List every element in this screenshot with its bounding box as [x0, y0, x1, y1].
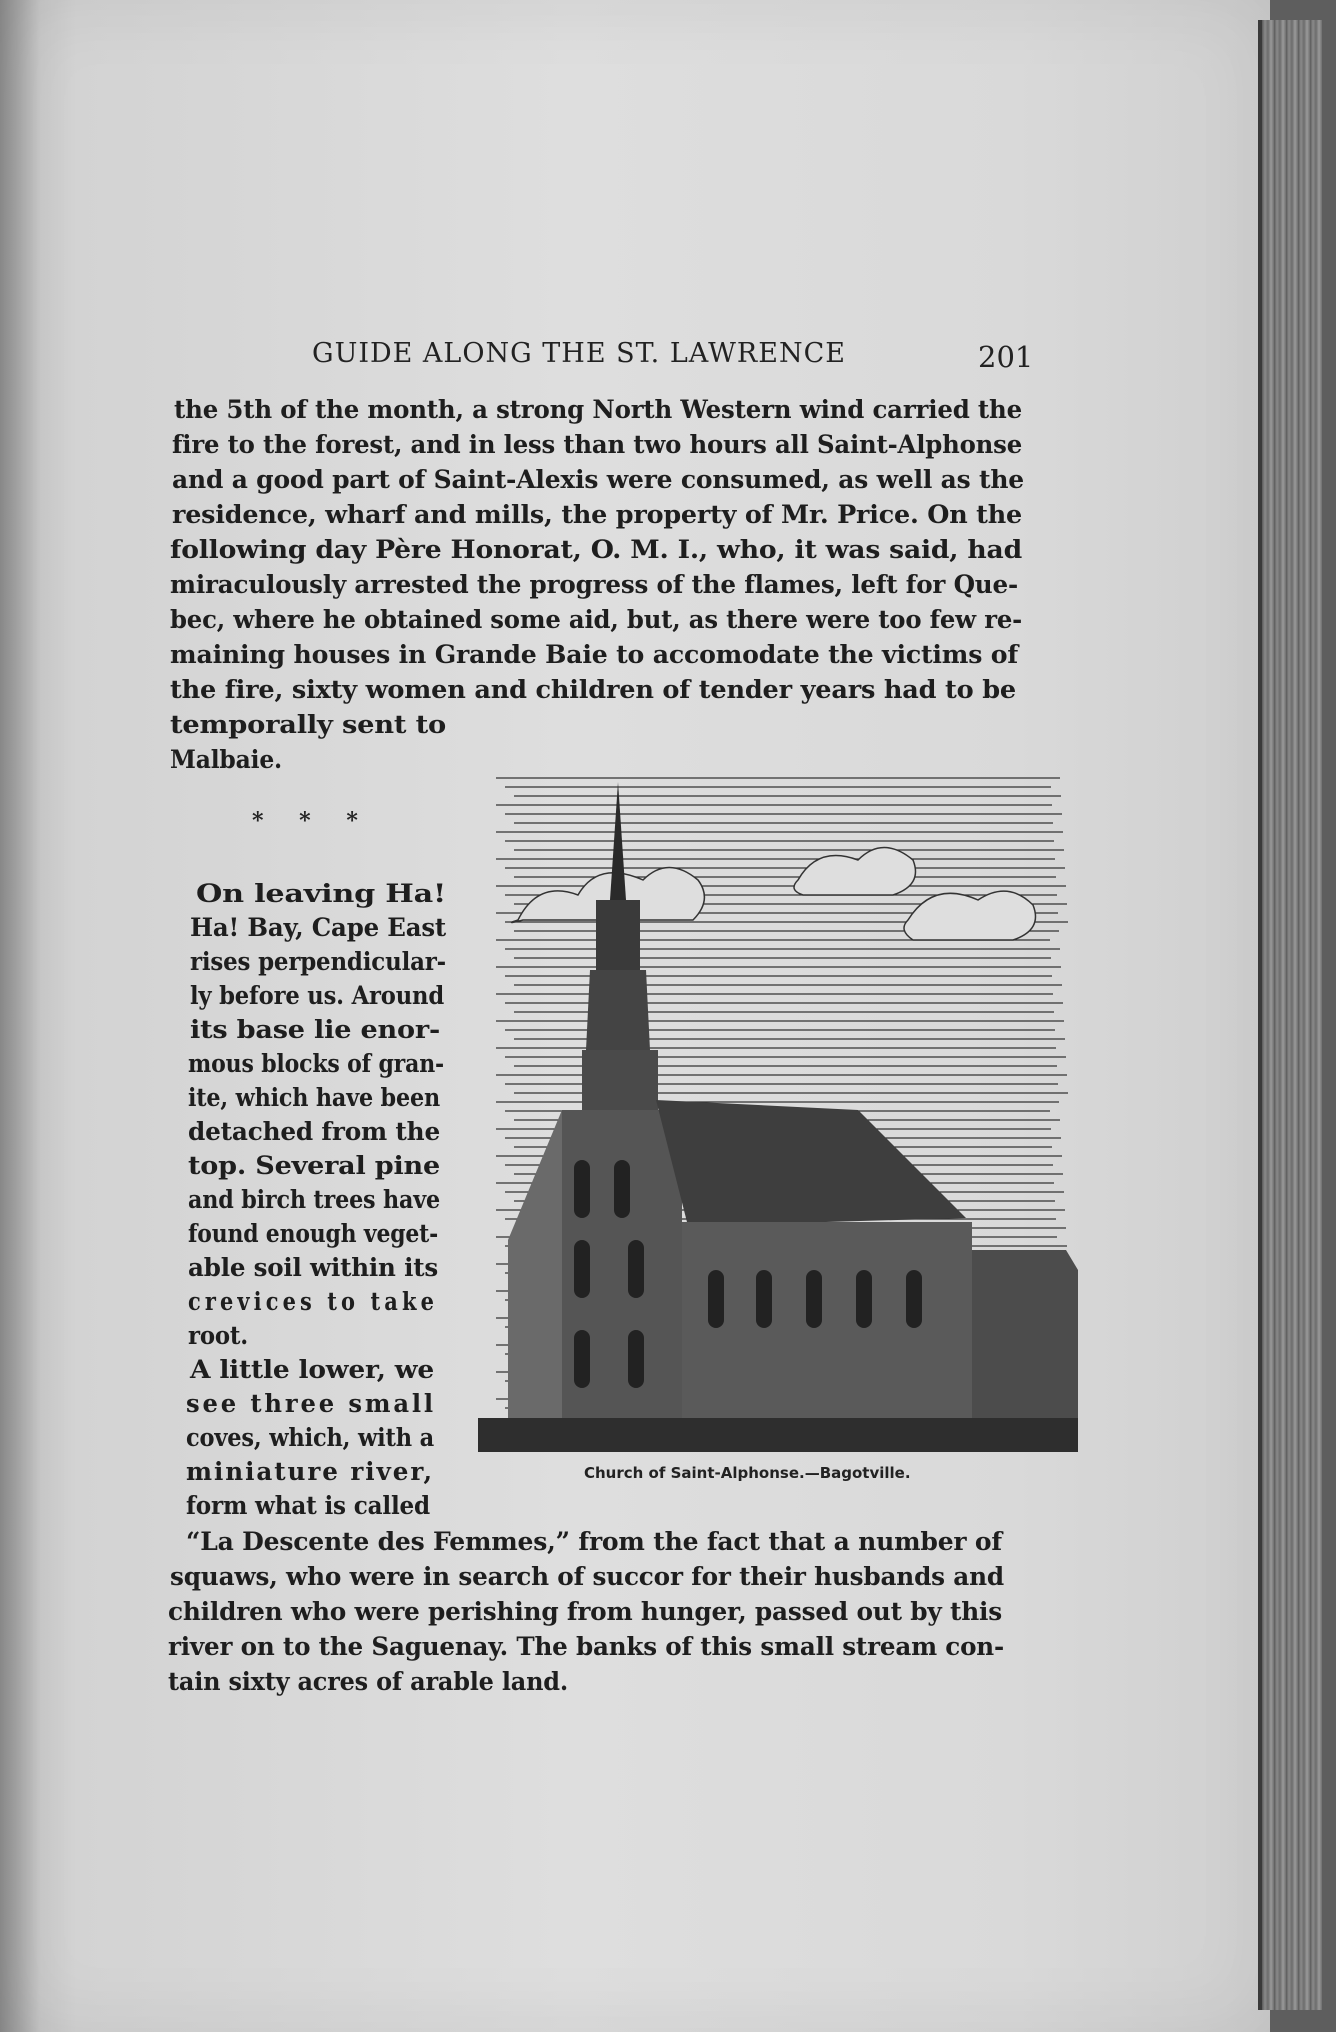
text-line: Malbaie. [170, 745, 282, 775]
text-line: miniature river, [186, 1457, 434, 1487]
text-line: Ha! Bay, Cape East [190, 913, 446, 943]
text-line: its base lie enor- [190, 1015, 440, 1045]
text-line: temporally sent to [170, 710, 446, 740]
text-line: found enough veget- [188, 1219, 438, 1249]
text-line: A little lower, we [190, 1355, 434, 1385]
text-line: and birch trees have [188, 1185, 440, 1215]
text-line: mous blocks of gran- [188, 1049, 444, 1079]
text-line: form what is called [186, 1491, 430, 1521]
text-line: squaws, who were in search of succor for their husbands and [170, 1562, 1004, 1592]
text-line: river on to the Saguenay. The banks of this small stream con- [168, 1632, 1004, 1662]
text-line: coves, which, with a [186, 1423, 434, 1453]
text-line: miraculously arrested the progress of the flames, left for Que- [170, 570, 1018, 600]
text-line: see three small [186, 1389, 436, 1419]
page-number: 201 [978, 340, 1034, 374]
text-line: bec, where he obtained some aid, but, as there were too few re- [170, 605, 1022, 635]
text-line: children who were perishing from hunger, passed out by this [168, 1597, 1002, 1627]
church-building [478, 782, 1078, 1452]
figure-caption: Church of Saint-Alphonse.—Bagotville. [584, 1464, 911, 1482]
section-separator: * * * [252, 808, 372, 834]
text-line: the 5th of the month, a strong North Western wind carried the [174, 395, 1022, 425]
binding-shadow [0, 0, 40, 2032]
text-line: tain sixty acres of arable land. [168, 1667, 568, 1697]
church-engraving [478, 770, 1078, 1452]
text-line: following day Père Honorat, O. M. I., who, it was said, had [170, 535, 1022, 565]
book-fore-edge [1258, 20, 1322, 2010]
text-line: fire to the forest, and in less than two hours all Saint-Alphonse [172, 430, 1022, 460]
running-header-title: GUIDE ALONG THE ST. LAWRENCE [312, 338, 846, 369]
text-line: rises perpendicular- [190, 947, 446, 977]
text-line: residence, wharf and mills, the property of Mr. Price. On the [172, 500, 1022, 530]
clouds [512, 848, 1036, 941]
text-line: and a good part of Saint-Alexis were consumed, as well as the [172, 465, 1024, 495]
text-line: root. [188, 1321, 248, 1351]
text-line: detached from the [188, 1117, 440, 1147]
text-line: able soil within its [188, 1253, 438, 1283]
text-line: ite, which have been [188, 1083, 440, 1113]
text-line: top. Several pine [188, 1151, 440, 1181]
text-line: crevices to take [188, 1287, 438, 1317]
text-line: “La Descente des Femmes,” from the fact that a number of [186, 1527, 1002, 1557]
text-line: ly before us. Around [190, 981, 444, 1011]
text-line: the fire, sixty women and children of tender years had to be [170, 675, 1016, 705]
text-line: On leaving Ha! [196, 879, 446, 909]
text-line: maining houses in Grande Baie to accomodate the victims of [170, 640, 1018, 670]
